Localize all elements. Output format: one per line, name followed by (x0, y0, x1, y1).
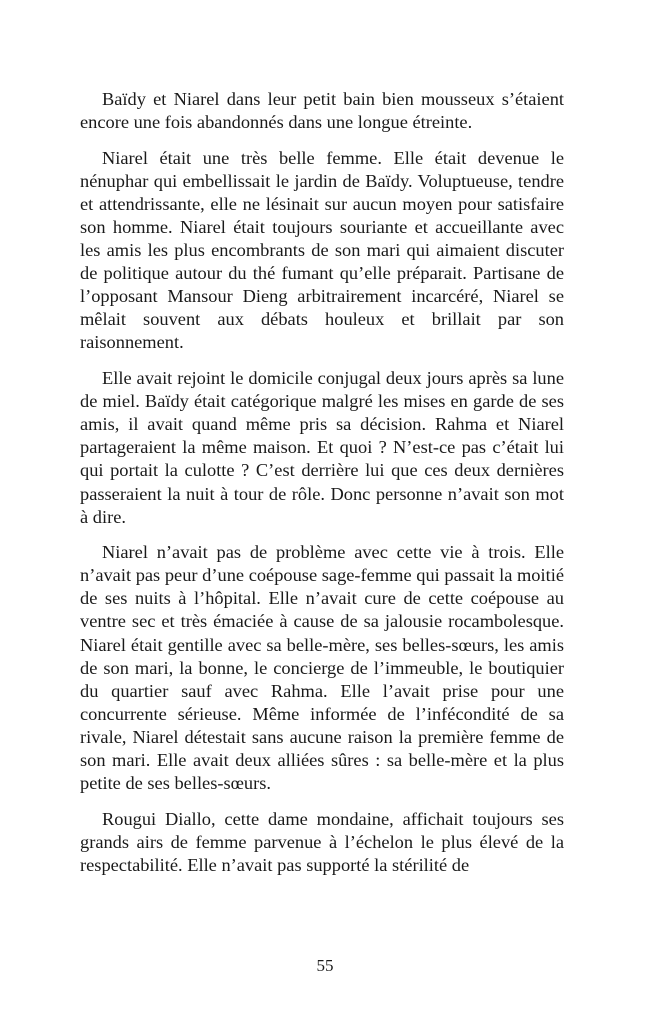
body-text (80, 88, 564, 890)
paragraph-1: Baïdy et Niarel dans leur petit bain bien mousseux s’étaient encore une fois abandonnés dans une longue étreinte. (80, 89, 564, 133)
paragraph-4: Niarel n’avait pas de problème avec cette vie à trois. Elle n’avait pas peur d’une coépouse sage-femme qui passait la moitié de ses nuits à l’hôpital. Elle n’avait cure de cette coépouse au ventre sec et très émaciée à cause de sa jalousie rocambolesque. Niarel était gentille avec sa belle-mère, ses belles-sœurs, les amis de son mari, la bonne, le concierge de l’immeuble, le boutiquier du quartier sauf avec Rahma. Elle l’avait prise pour une concurrente sérieuse. Même informée de l’infécondité de sa rivale, Niarel détestait sans aucune raison la première femme de son mari. Elle avait deux alliées sûres : sa belle-mère et la plus petite de ses belles-sœurs. (80, 542, 564, 794)
paragraph-2: Niarel était une très belle femme. Elle était devenue le nénuphar qui embellissait le jardin de Baïdy. Voluptueuse, tendre et attendrissante, elle ne lésinait sur aucun moyen pour satisfaire son homme. Niarel était toujours souriante et accueillante avec les amis les plus encombrants de son mari qui aimaient discuter de politique autour du thé fumant qu’elle préparait. Partisane de l’opposant Mansour Dieng arbitrairement incarcéré, Niarel se mêlait souvent aux débats houleux et brillait par son raisonnement. (80, 147, 564, 353)
page-number: 55 (316, 956, 334, 975)
paragraph-5: Rougui Diallo, cette dame mondaine, affichait toujours ses grands airs de femme parvenue à l’échelon le plus élevé de la respectabilité. Elle n’avait pas supporté la stérilité de (80, 808, 564, 875)
paragraph-3: Elle avait rejoint le domicile conjugal deux jours après sa lune de miel. Baïdy était catégorique malgré les mises en garde de ses amis, il avait quand même pris sa décision. Rahma et Niarel partageraient la même maison. Et quoi ? N’est-ce pas c’était lui qui portait la culotte ? C’est derrière lui que ces deux dernières passeraient la nuit à tour de rôle. Donc personne n’avait son mot à dire. (80, 368, 564, 527)
